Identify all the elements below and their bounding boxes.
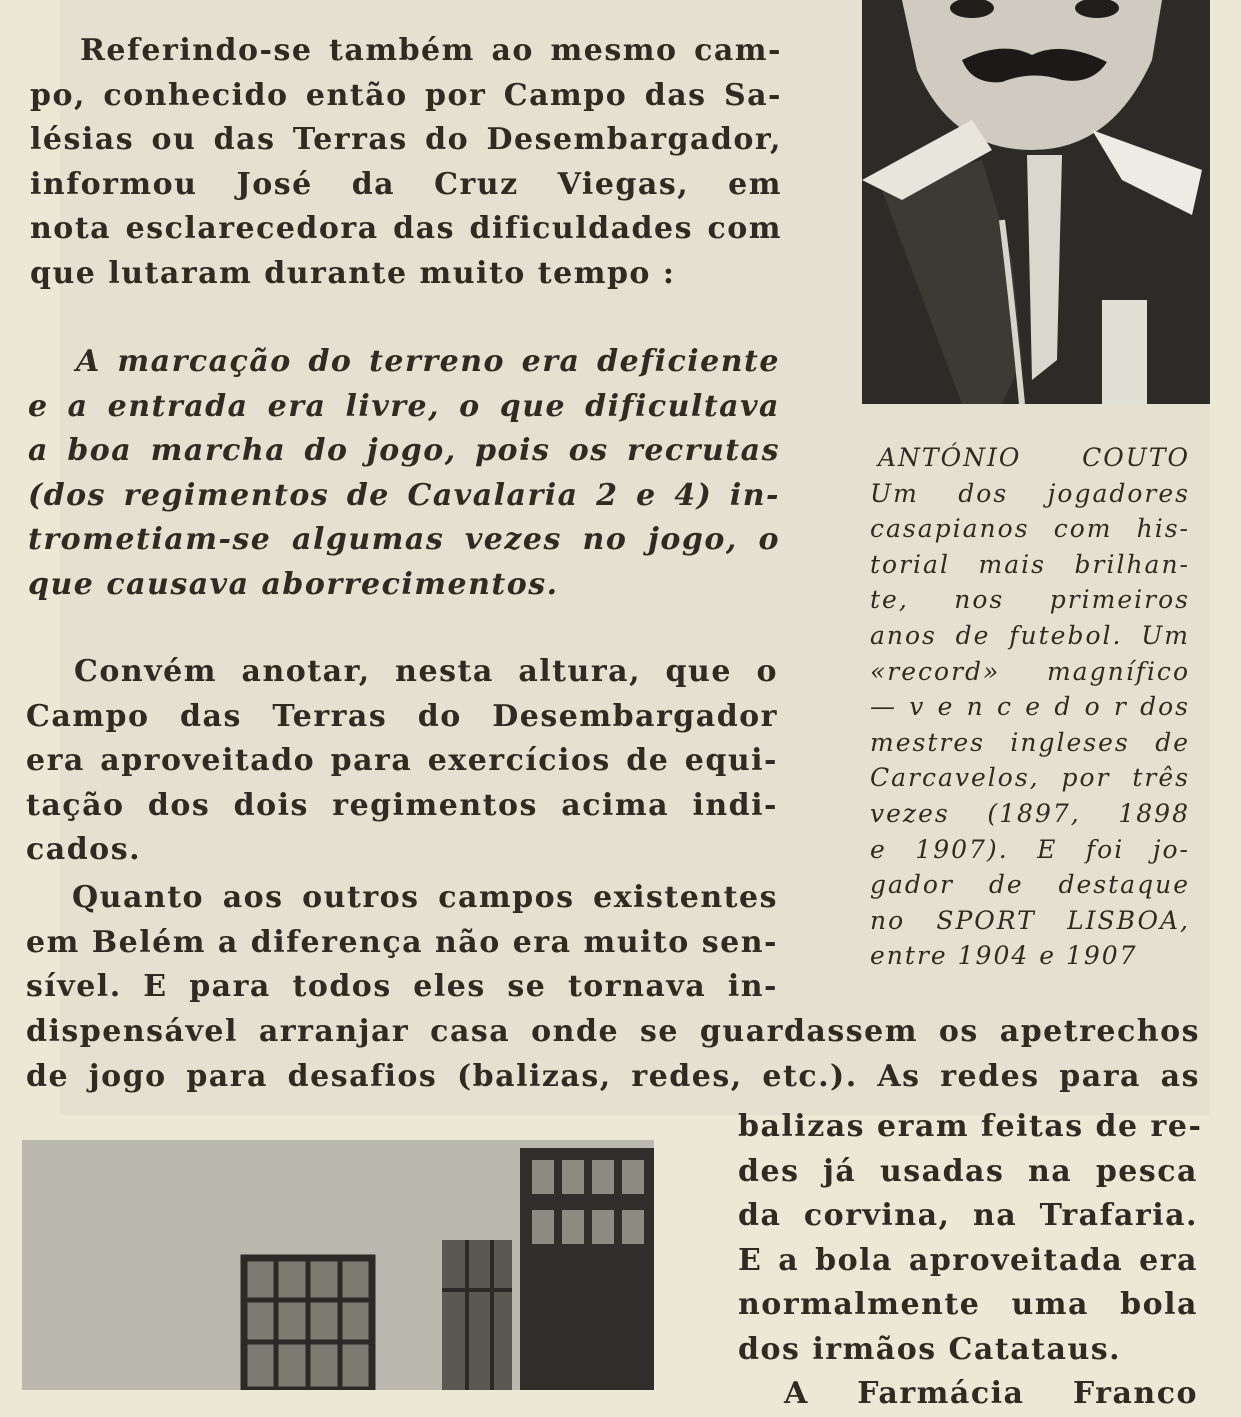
text-line: tação dos dois regimentos acima indi- <box>26 787 778 823</box>
caption-line: entre 1904 e 1907 <box>870 941 1138 971</box>
text-line: e a entrada era livre, o que dificultava <box>28 388 780 424</box>
caption-line: vezes (1897, 1898 <box>870 798 1190 828</box>
text-line: dos irmãos Catataus. <box>738 1331 1122 1367</box>
text-line: de jogo para desafios (balizas, redes, etc.). As redes para as <box>26 1058 1200 1094</box>
caption-line: «record» magnífico <box>870 656 1190 686</box>
text-line: a boa marcha do jogo, pois os recrutas <box>28 433 780 468</box>
text-line: que lutaram durante muito tempo : <box>30 255 676 291</box>
text-line: sível. E para todos eles se tornava in- <box>26 969 778 1004</box>
caption-line: mestres ingleses de <box>870 727 1190 757</box>
text-line: Campo das Terras do Desembargador <box>26 698 778 734</box>
paragraph-3 <box>26 876 778 1010</box>
text-line: normalmente uma bola <box>738 1287 1198 1322</box>
text-line: des já usadas na pesca <box>738 1153 1198 1189</box>
text-line: cados. <box>26 832 142 867</box>
text-line: nota esclarecedora das dificuldades com <box>30 211 782 246</box>
text-line: informou José da Cruz Viegas, em <box>30 166 782 202</box>
text-line: A Farmácia Franco <box>784 1376 1198 1411</box>
caption-line: Um dos jogadores <box>870 478 1190 508</box>
caption-line: torial mais brilhan- <box>870 549 1190 579</box>
text-line: balizas eram feitas de re- <box>738 1109 1203 1144</box>
text-line: Referindo-se também ao mesmo cam- <box>80 33 782 68</box>
caption-line: Carcavelos, por três <box>870 763 1190 793</box>
text-line: que causava aborrecimentos. <box>28 566 559 602</box>
caption-line: e 1907). E foi jo- <box>870 834 1190 864</box>
text-line: em Belém a diferença não era muito sen- <box>26 924 778 960</box>
building-photo <box>22 1140 654 1390</box>
caption-line: no SPORT LISBOA, <box>870 905 1190 935</box>
caption-line: anos de futebol. Um <box>870 620 1190 650</box>
text-line: Quanto aos outros campos existentes <box>72 880 778 915</box>
text-line: trometiam-se algumas vezes no jogo, o <box>28 522 780 557</box>
caption-line: te, nos primeiros <box>870 585 1190 615</box>
caption-line: casapianos com his- <box>870 514 1190 544</box>
paragraph-3-wide <box>26 1010 1200 1099</box>
caption-title: ANTÓNIO COUTO <box>878 443 1190 472</box>
text-line: A marcação do terreno era deficiente <box>76 344 780 379</box>
portrait-photo-antonio-couto <box>862 0 1210 404</box>
text-line: E a bola aproveitada era <box>738 1242 1198 1278</box>
text-line: Convém anotar, nesta altura, que o <box>74 654 778 689</box>
paragraph-1 <box>30 29 782 296</box>
text-line: da corvina, na Trafaria. <box>738 1198 1198 1233</box>
caption-line: — v e n c e d o r dos <box>870 692 1190 722</box>
quote-block <box>28 340 780 607</box>
caption-line: gador de destaque <box>870 870 1190 900</box>
text-line: dispensável arranjar casa onde se guardassem os apetrechos <box>26 1014 1200 1049</box>
text-line: lésias ou das Terras do Desembargador, <box>30 122 782 157</box>
photo-caption <box>870 440 1190 974</box>
paragraph-2 <box>26 650 778 873</box>
paragraph-3-right <box>738 1105 1203 1417</box>
text-line: po, conhecido então por Campo das Sa- <box>30 77 782 113</box>
text-line: era aproveitado para exercícios de equi- <box>26 743 778 778</box>
text-line: (dos regimentos de Cavalaria 2 e 4) in- <box>28 477 780 513</box>
